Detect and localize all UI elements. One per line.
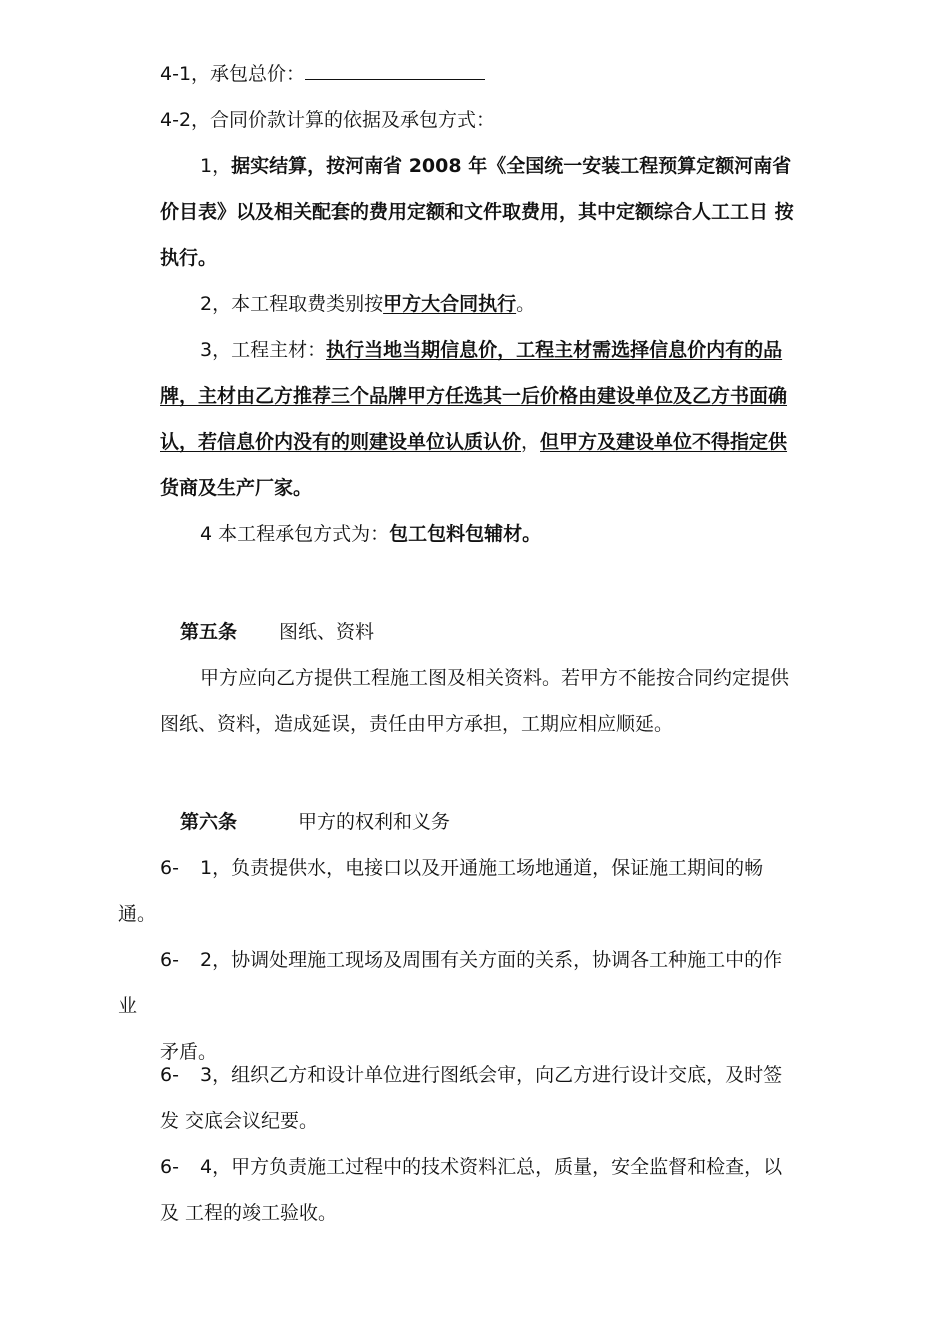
item6-4-line1: 4，甲方负责施工过程中的技术资料汇总，质量，安全监督和检查，以 — [200, 1156, 783, 1178]
item2-prefix: 2，本工程取费类别按 — [200, 293, 384, 315]
item6-2-number: 6- — [160, 949, 179, 971]
item3-line2: 牌，主材由乙方推荐三个品牌甲方任选其一后价格由建设单位及乙方书面确 — [160, 385, 788, 407]
item3-text-1: 执行当地当期信息价，工程主材需选择信息价内有的品 — [326, 339, 783, 361]
pricing-basis-heading: 4-2，合同价款计算的依据及承包方式： — [160, 109, 496, 131]
item1-number: 1， — [200, 155, 232, 177]
item3-separator: ， — [521, 431, 541, 453]
item6-1-number: 6- — [160, 857, 179, 879]
item2-end: 。 — [516, 293, 536, 315]
item6-3-number: 6- — [160, 1064, 179, 1086]
article6-title: 甲方的权利和义务 — [298, 811, 451, 833]
item3-line3 — [160, 430, 787, 454]
total-price-line — [160, 62, 485, 86]
item3-text-4: 但甲方及建设单位不得指定供 — [540, 431, 788, 453]
item6-2-line2: 业 — [118, 995, 138, 1017]
item6-4-line2: 及 工程的竣工验收。 — [160, 1202, 338, 1224]
total-price-label: 4-1，承包总价： — [160, 63, 306, 85]
item3-text-3: 认，若信息价内没有的则建设单位认质认价 — [160, 431, 522, 453]
item3-line1 — [200, 338, 782, 362]
article5-title: 图纸、资料 — [279, 621, 375, 643]
item6-2-line1: 2，协调处理施工现场及周围有关方面的关系，协调各工种施工中的作 — [200, 949, 783, 971]
item2-line — [200, 292, 535, 316]
article5-para-line1: 甲方应向乙方提供工程施工图及相关资料。若甲方不能按合同约定提供 — [200, 667, 790, 689]
item3-line4: 货商及生产厂家。 — [160, 477, 313, 499]
item4-line — [200, 522, 541, 546]
item4-emphasis: 包工包料包辅材。 — [389, 523, 542, 545]
item3-prefix: 3，工程主材： — [200, 339, 327, 361]
item1-line2: 价目表》以及相关配套的费用定额和文件取费用，其中定额综合人工工日 按 — [160, 201, 794, 223]
item6-2-line3: 矛盾。 — [160, 1041, 218, 1063]
item1-line3: 执行。 — [160, 247, 218, 269]
item4-prefix: 4 本工程承包方式为： — [200, 523, 390, 545]
item6-3-line2: 发 交底会议纪要。 — [160, 1110, 319, 1132]
article6-heading: 第六条 — [180, 811, 238, 833]
article5-heading: 第五条 — [180, 621, 238, 643]
article5-para-line2: 图纸、资料，造成延误，责任由甲方承担，工期应相应顺延。 — [160, 713, 674, 735]
item6-3-line1: 3，组织乙方和设计单位进行图纸会审，向乙方进行设计交底，及时签 — [200, 1064, 783, 1086]
item6-1-line1: 1，负责提供水，电接口以及开通施工场地通道，保证施工期间的畅 — [200, 857, 764, 879]
item1-line1 — [200, 154, 791, 178]
item2-emphasis: 甲方大合同执行 — [383, 293, 517, 315]
item6-1-line2: 通。 — [118, 903, 157, 925]
total-price-blank — [305, 63, 485, 80]
item1-text-1: 据实结算，按河南省 2008 年《全国统一安装工程预算定额河南省 — [231, 155, 792, 177]
item6-4-number: 6- — [160, 1156, 179, 1178]
